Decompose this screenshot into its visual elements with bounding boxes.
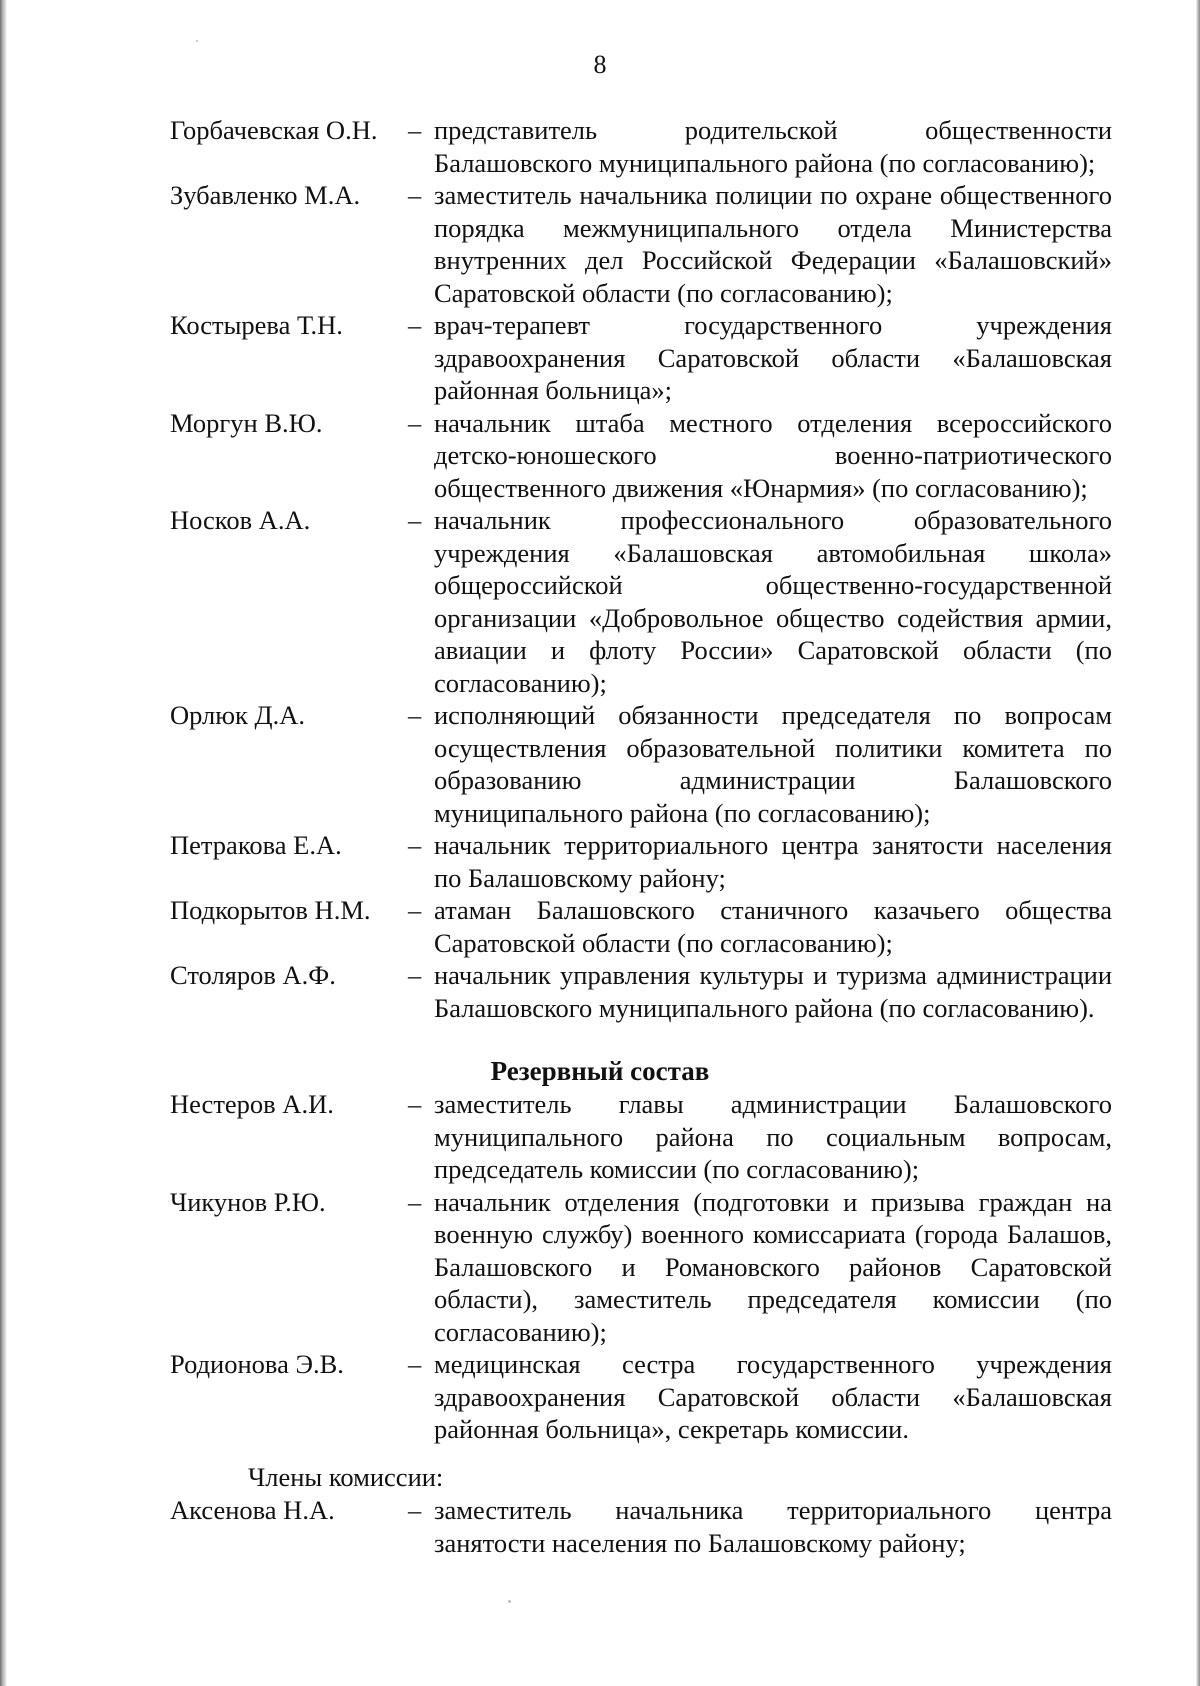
commission-members-label: Члены комиссии: [248, 1462, 444, 1492]
member-description: заместитель начальника территориального центра занятости населения по Балашовскому району; [434, 1495, 1112, 1558]
commission-member-entry [170, 1494, 1112, 1559]
member-name: Орлюк Д.А. [170, 700, 306, 730]
member-entry [170, 179, 1112, 309]
scan-speck [196, 40, 198, 42]
member-dash: – [408, 310, 422, 340]
member-description: начальник управления культуры и туризма администрации Балашовского муниципального района (по согласованию). [434, 960, 1112, 1023]
scan-edge-left [0, 0, 7, 1686]
member-description: начальник отделения (подготовки и призыва граждан на военную службу) военного комиссариата (города Балашов, Балашовского и Романовского районов Саратовской области), заместитель председателя комиссии (по согласованию); [434, 1186, 1112, 1347]
member-entry [170, 114, 1112, 179]
reserve-member-entry [170, 1088, 1112, 1186]
member-entry [170, 894, 1112, 959]
member-entry [170, 504, 1112, 699]
member-dash: – [408, 830, 422, 860]
member-description: начальник территориального центра занятости населения по Балашовскому району; [434, 830, 1112, 893]
member-description: врач-терапевт государственного учреждения здравоохранения Саратовской области «Балашовская районная больница»; [434, 310, 1112, 405]
member-description: заместитель начальника полиции по охране общественного порядка межмуниципального отдела Министерства внутренних дел Российской Федерации «Балашовский» Саратовской области (по согласованию); [434, 180, 1112, 308]
page-number: 8 [593, 50, 607, 79]
member-entry [170, 309, 1112, 407]
reserve-members-list [170, 1088, 1112, 1446]
member-description: исполняющий обязанности председателя по вопросам осуществления образовательной политики комитета по образованию администрации Балашовского муниципального района (по согласованию); [434, 700, 1112, 828]
member-description: заместитель главы администрации Балашовского муниципального района по социальным вопросам, председатель комиссии (по согласованию); [434, 1089, 1112, 1184]
member-entry [170, 407, 1112, 505]
member-name: Петракова Е.А. [170, 830, 342, 860]
member-name: Нестеров А.И. [170, 1089, 334, 1119]
member-entry [170, 959, 1112, 1024]
member-name: Столяров А.Ф. [170, 960, 336, 990]
member-dash: – [408, 407, 422, 438]
member-name: Горбачевская О.Н. [170, 115, 378, 145]
reserve-member-entry [170, 1186, 1112, 1349]
member-dash: – [408, 505, 422, 535]
member-entry [170, 699, 1112, 829]
member-name: Аксенова Н.А. [170, 1495, 335, 1525]
member-dash: – [408, 115, 422, 145]
member-dash: – [408, 1089, 422, 1119]
member-dash: – [408, 1186, 422, 1217]
member-name: Родионова Э.В. [170, 1349, 344, 1379]
member-dash: – [408, 895, 422, 925]
commission-members-list [170, 1494, 1112, 1559]
members-continued-list [170, 114, 1112, 1024]
member-dash: – [408, 180, 422, 210]
member-name: Носков А.А. [170, 505, 311, 535]
scan-speck [508, 1600, 511, 1603]
member-name: Костырева Т.Н. [170, 310, 343, 340]
member-name: Чикунов Р.Ю. [170, 1186, 326, 1217]
member-description: представитель родительской общественности Балашовского муниципального района (по согласованию); [434, 115, 1112, 178]
member-description: начальник профессионального образовательного учреждения «Балашовская автомобильная школа» общероссийской общественно-государственной организации «Добровольное общество содействия армии, авиации и флоту России» Саратовской области (по согласованию); [434, 505, 1112, 698]
member-dash: – [408, 700, 422, 730]
scan-edge-right [1196, 0, 1200, 1686]
member-dash: – [408, 1349, 422, 1379]
member-name: Подкорытов Н.М. [170, 895, 371, 925]
member-dash: – [408, 1495, 422, 1525]
member-description: медицинская сестра государственного учреждения здравоохранения Саратовской области «Балашовская районная больница», секретарь комиссии. [434, 1349, 1112, 1444]
reserve-member-entry [170, 1348, 1112, 1446]
member-description: начальник штаба местного отделения всероссийского детско-юношеского военно-патриотического общественного движения «Юнармия» (по согласованию); [434, 407, 1112, 503]
member-name: Зубавленко М.А. [170, 180, 361, 210]
member-name: Моргун В.Ю. [170, 407, 323, 438]
reserve-heading: Резервный состав [490, 1056, 710, 1086]
member-dash: – [408, 960, 422, 990]
member-entry [170, 829, 1112, 894]
member-description: атаман Балашовского станичного казачьего общества Саратовской области (по согласованию); [434, 895, 1112, 958]
